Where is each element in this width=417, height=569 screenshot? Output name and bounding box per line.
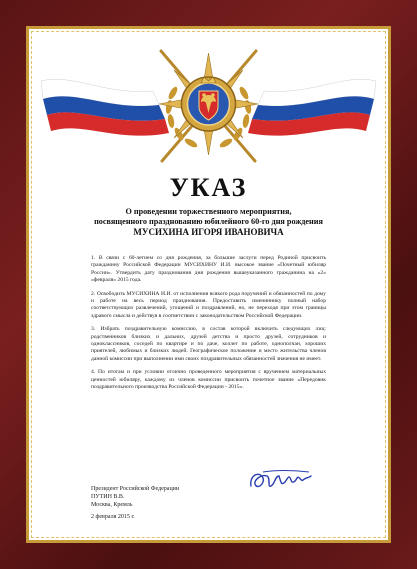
document-subtitle: [33, 207, 384, 237]
decree-body: [91, 255, 326, 398]
signing-date: 2 февраля 2015 г.: [91, 513, 135, 520]
decree-paragraph: 3. Избрать поздравительную комиссию, в состав которой включить следующих лиц: родственников близких и дальних, друзей детства и просто друзей, сотрудников и одноклассников, соседей по квартире и по даче, коллег по работе, однополчан, хороших приятелей, любимых и близких людей. Географическое положение и место жительства членов данной комиссии при выполнении ими своих поздравительных обязанностей значения не имеет.: [91, 326, 326, 362]
certificate-paper: [33, 33, 384, 536]
signer-position: Президент Российской Федерации: [91, 486, 180, 492]
decree-paragraph: 2. Освободить МУСИХИНА И.И. от исполнения всякого рода поручений и обязанностей по дому и работе на весь период празднования. Предоставить имениннику полный набор соответствующих развлечений, угощений и поздравлений, но, не переходя при этом границы здравого смысла и действуя в соответствии с законодательством Российской Федерации.: [91, 290, 326, 319]
signer-block: [91, 485, 251, 521]
subtitle-line: посвященного празднованию юбилейного 60-го дня рождения: [94, 217, 323, 226]
subtitle-line: О проведении торжественного мероприятия,: [125, 207, 292, 216]
signature-icon: [245, 464, 315, 496]
right-flag-ribbon: [248, 79, 376, 135]
decree-paragraph: 1. В связи с 60-летием со дня рождения, за большие заслуги перед Родиной присвоить гражданину Российской Федерации МУСИХИНУ И.И. высокое звание «Почетный юбиляр России». Утвердить дату празднования дня рождения вышеуказанного гражданина на «2» «февраля» 2015 года.: [91, 255, 326, 284]
signer-name: ПУТИН В.В.: [91, 494, 125, 501]
honoree-name: МУСИХИНА ИГОРЯ ИВАНОВИЧА: [133, 227, 284, 237]
left-flag-ribbon: [41, 79, 169, 135]
signing-place: Москва, Кремль: [91, 502, 133, 509]
police-emblem-icon: [33, 33, 384, 173]
decree-paragraph: 4. По итогам и при условии отлично проведенного мероприятия с вручением материальных ценностей юбиляру, каждому из членов комиссии присвоить почетное звание «Передовик поздравительного производства Российской Федерации - 2015».: [91, 369, 326, 391]
document-title: УКАЗ: [169, 173, 248, 202]
